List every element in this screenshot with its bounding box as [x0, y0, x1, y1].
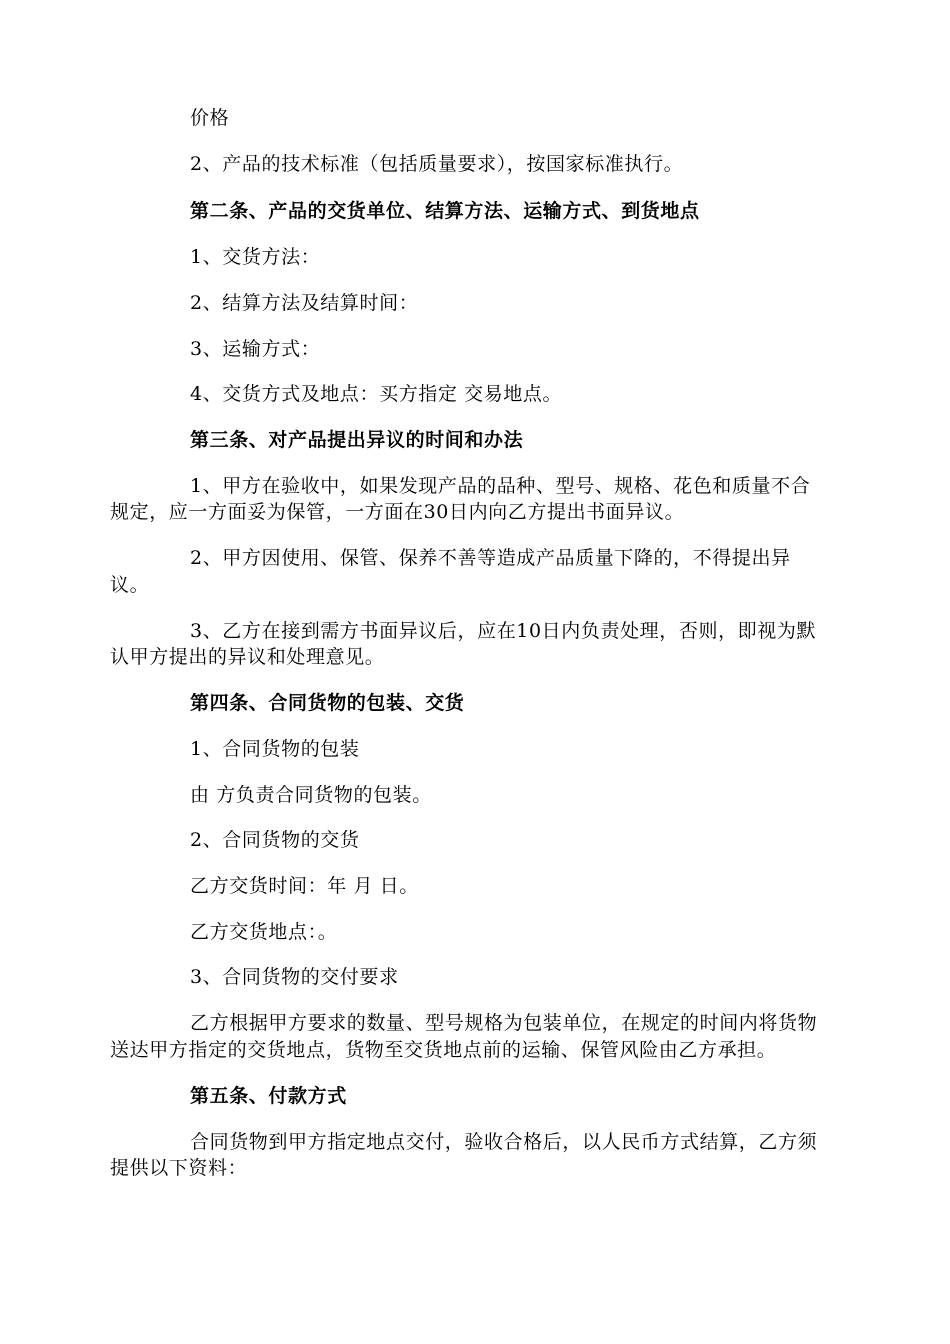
text-line: 3、运输方式： — [190, 338, 321, 360]
text-line: 2、甲方因使用、保管、保养不善等造成产品质量下降的，不得提出异 — [190, 547, 791, 569]
text-line: 合同货物到甲方指定地点交付，验收合格后，以人民币方式结算，乙方须 — [190, 1131, 818, 1153]
text-line: 认甲方提出的异议和处理意见。 — [110, 646, 385, 668]
text-line: 4、交货方式及地点：买方指定 交易地点。 — [190, 383, 563, 405]
text-line: 1、甲方在验收中，如果发现产品的品种、型号、规格、花色和质量不合 — [190, 475, 811, 497]
text-line: 乙方交货时间：年 月 日。 — [190, 875, 419, 897]
section-heading: 第三条、对产品提出异议的时间和办法 — [190, 429, 524, 451]
text-line: 议。 — [110, 574, 150, 596]
text-line: 3、合同货物的交付要求 — [190, 966, 399, 988]
text-line: 价格 — [190, 107, 230, 129]
text-line: 送达甲方指定的交货地点，货物至交货地点前的运输、保管风险由乙方承担。 — [110, 1039, 777, 1061]
text-line: 2、结算方法及结算时间： — [190, 292, 419, 314]
text-line: 3、乙方在接到需方书面异议后，应在10日内负责处理，否则，即视为默 — [190, 620, 817, 642]
text-line: 由 方负责合同货物的包装。 — [190, 784, 432, 806]
text-line: 规定，应一方面妥为保管，一方面在30日内向乙方提出书面异议。 — [110, 501, 685, 523]
text-line: 1、交货方法： — [190, 246, 321, 268]
text-line: 提供以下资料： — [110, 1157, 248, 1179]
section-heading: 第二条、产品的交货单位、结算方法、运输方式、到货地点 — [190, 200, 700, 222]
text-line: 1、合同货物的包装 — [190, 738, 360, 760]
text-line: 乙方交货地点：。 — [190, 921, 338, 943]
section-heading: 第五条、付款方式 — [190, 1085, 347, 1107]
section-heading: 第四条、合同货物的包装、交货 — [190, 692, 465, 714]
text-line: 2、产品的技术标准（包括质量要求），按国家标准执行。 — [190, 153, 684, 175]
text-line: 乙方根据甲方要求的数量、型号规格为包装单位，在规定的时间内将货物 — [190, 1012, 818, 1034]
text-line: 2、合同货物的交货 — [190, 829, 360, 851]
